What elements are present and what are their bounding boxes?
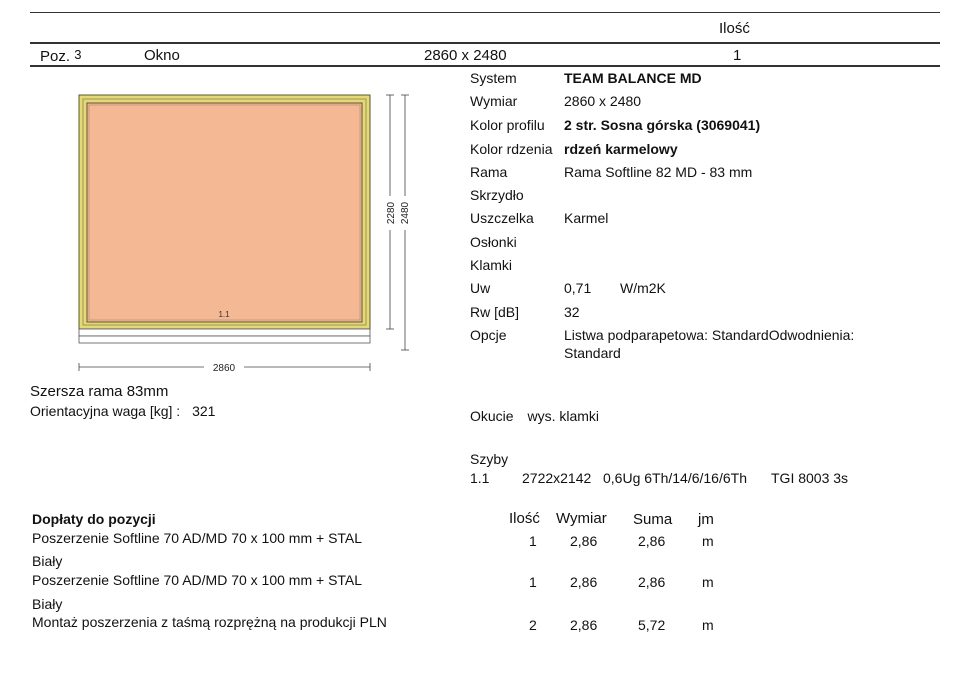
property-label: Kolor rdzenia xyxy=(470,141,553,157)
extras-col-qty: Ilość xyxy=(509,510,540,527)
extras-col-dim: Wymiar xyxy=(556,510,607,527)
extras-row-name: Poszerzenie Softline 70 AD/MD 70 x 100 mm + STAL xyxy=(32,572,363,588)
property-value: Listwa podparapetowa: StandardOdwodnienia: xyxy=(564,327,855,343)
property-value: rdzeń karmelowy xyxy=(564,141,678,157)
wider-frame-note: Szersza rama 83mm xyxy=(30,383,169,400)
extras-row-name: Poszerzenie Softline 70 AD/MD 70 x 100 mm + STAL xyxy=(32,530,363,546)
height-inner-dim: 2280 xyxy=(386,201,397,225)
glazing-size: 2722x2142 xyxy=(522,470,592,486)
header-rule-top xyxy=(30,42,940,44)
property-value: 32 xyxy=(564,304,580,320)
item-size: 2860 x 2480 xyxy=(424,47,507,64)
extras-title: Dopłaty do pozycji xyxy=(32,511,156,527)
property-label: System xyxy=(470,70,517,86)
weight-value: 321 xyxy=(192,403,216,419)
position-label xyxy=(40,47,81,65)
extras-row-dim: 2,86 xyxy=(570,574,598,590)
extras-row-name: Montaż poszerzenia z taśmą rozprężną na produkcji PLN xyxy=(32,614,387,630)
extras-row-sum: 5,72 xyxy=(638,617,666,633)
extras-col-unit: jm xyxy=(698,511,714,528)
hardware-label: Okucie xyxy=(470,408,514,424)
weight-label: Orientacyjna waga [kg] : xyxy=(30,403,181,419)
extras-row-unit: m xyxy=(702,574,714,590)
qty-column-header: Ilość xyxy=(719,20,750,37)
item-qty: 1 xyxy=(733,47,742,64)
extras-row-sub: Biały xyxy=(32,596,63,612)
glazing-pane: 1.1 xyxy=(470,470,490,486)
extras-row-sum: 2,86 xyxy=(638,574,666,590)
hardware-row xyxy=(470,408,599,424)
property-unit: W/m2K xyxy=(620,280,666,296)
property-label: Opcje xyxy=(470,327,507,343)
property-value: 0,71 xyxy=(564,280,592,296)
property-value: 2860 x 2480 xyxy=(564,93,642,109)
property-value: Karmel xyxy=(564,210,609,226)
width-dim: 2860 xyxy=(212,363,236,374)
extras-row-unit: m xyxy=(702,617,714,633)
property-label: Wymiar xyxy=(470,93,518,109)
property-label: Uszczelka xyxy=(470,210,534,226)
property-label: Uw xyxy=(470,280,491,296)
widening-profile-2 xyxy=(79,336,370,343)
position-prefix: Poz. xyxy=(40,48,71,65)
property-value-continued: Standard xyxy=(564,345,621,361)
glazing-label: Szyby xyxy=(470,451,509,467)
property-label: Rama xyxy=(470,164,508,180)
property-label: Skrzydło xyxy=(470,187,524,203)
header-rule-bottom xyxy=(30,65,940,67)
pane-label: 1.1 xyxy=(218,310,230,319)
height-outer-dim: 2480 xyxy=(400,201,411,225)
extras-row-qty: 1 xyxy=(529,533,537,549)
property-label: Rw [dB] xyxy=(470,304,520,320)
property-label: Osłonki xyxy=(470,234,517,250)
extras-row-qty: 1 xyxy=(529,574,537,590)
top-rule xyxy=(30,12,940,13)
item-name: Okno xyxy=(144,47,180,64)
extras-row-sum: 2,86 xyxy=(638,533,666,549)
extras-row-unit: m xyxy=(702,533,714,549)
extras-row-sub: Biały xyxy=(32,553,63,569)
extras-row-dim: 2,86 xyxy=(570,617,598,633)
property-label: Kolor profilu xyxy=(470,117,545,133)
weight-row xyxy=(30,403,215,419)
extras-row-qty: 2 xyxy=(529,617,537,633)
extras-row-dim: 2,86 xyxy=(570,533,598,549)
hardware-value: wys. klamki xyxy=(527,408,600,424)
glass-pane xyxy=(87,103,362,322)
property-label: Klamki xyxy=(470,257,513,273)
glazing-spec: 0,6Ug 6Th/14/6/16/6Th xyxy=(603,470,747,486)
property-value: 2 str. Sosna górska (3069041) xyxy=(564,117,761,133)
widening-profile xyxy=(79,329,370,336)
glazing-spacer: TGI 8003 3s xyxy=(771,470,849,486)
property-value: Rama Softline 82 MD - 83 mm xyxy=(564,164,753,180)
position-number: 3 xyxy=(74,47,82,62)
extras-col-sum: Suma xyxy=(633,511,673,528)
window-drawing xyxy=(70,88,420,383)
property-value: TEAM BALANCE MD xyxy=(564,70,702,86)
